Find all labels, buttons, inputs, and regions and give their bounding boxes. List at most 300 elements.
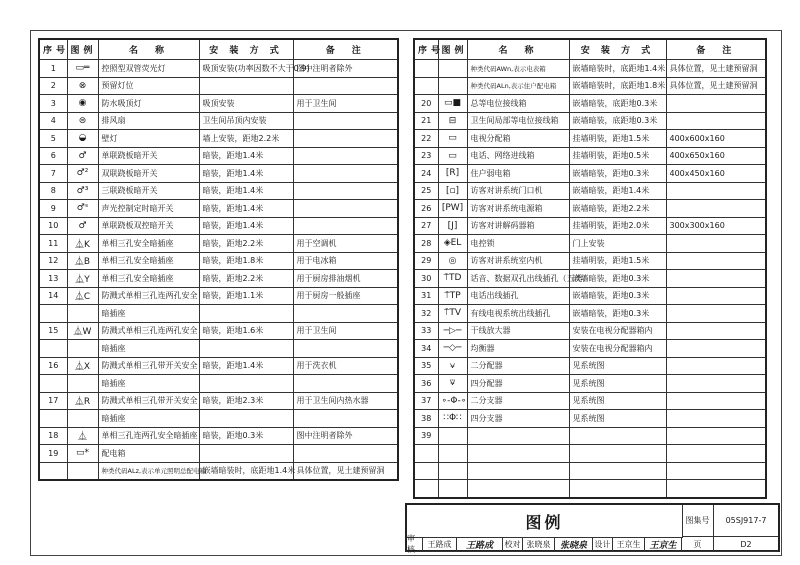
installation-method bbox=[569, 445, 666, 463]
checker-signature: 张晓泉 bbox=[555, 537, 593, 552]
legend-symbol: ⏅Y bbox=[67, 270, 98, 288]
remarks: 400x600x160 bbox=[666, 130, 766, 148]
legend-symbol: ∘-Φ-∘ bbox=[438, 392, 467, 410]
item-name: 干线放大器 bbox=[467, 322, 569, 340]
remarks: 具体位置，见土建预留洞 bbox=[293, 462, 398, 480]
row-number: 1 bbox=[39, 60, 67, 78]
row-number: 30 bbox=[414, 270, 438, 288]
table-row bbox=[39, 270, 398, 288]
installation-method: 嵌墙暗装，距地0.3米 bbox=[569, 270, 666, 288]
table-row bbox=[39, 375, 398, 393]
table-row bbox=[39, 445, 398, 463]
legend-symbol bbox=[438, 60, 467, 78]
table-row bbox=[414, 147, 766, 165]
row-number: 24 bbox=[414, 165, 438, 183]
installation-method: 见系统图 bbox=[569, 410, 666, 428]
row-number: 32 bbox=[414, 305, 438, 323]
item-name: 电控锁 bbox=[467, 235, 569, 253]
remarks: 300x300x160 bbox=[666, 217, 766, 235]
remarks: 用于厨房排油烟机 bbox=[293, 270, 398, 288]
item-name: 四分支器 bbox=[467, 410, 569, 428]
item-name: 单联跷板暗开关 bbox=[98, 147, 199, 165]
legend-symbol: ▭ bbox=[438, 147, 467, 165]
installation-method bbox=[199, 77, 293, 95]
legend-symbol: ⊟ bbox=[438, 112, 467, 130]
row-number: 19 bbox=[39, 445, 67, 463]
item-name: 防溅式单相三孔连两孔安全 bbox=[98, 287, 199, 305]
item-name: 防溅式单相三孔带开关安全 bbox=[98, 392, 199, 410]
row-number: 3 bbox=[39, 95, 67, 113]
legend-symbol: ⍑TV bbox=[438, 305, 467, 323]
table-row bbox=[414, 60, 766, 78]
remarks bbox=[293, 165, 398, 183]
legend-symbol: ♂³ bbox=[67, 182, 98, 200]
item-name: 单联跷板双控暗开关 bbox=[98, 217, 199, 235]
table-row bbox=[39, 392, 398, 410]
installation-method bbox=[569, 462, 666, 480]
table-row bbox=[414, 130, 766, 148]
item-name: 话音、数据双孔出线插孔（五类） bbox=[467, 270, 569, 288]
row-number: 15 bbox=[39, 322, 67, 340]
table-row bbox=[39, 77, 398, 95]
item-name: 配电箱 bbox=[98, 445, 199, 463]
remarks: 用于洗衣机 bbox=[293, 357, 398, 375]
installation-method: 挂墙明装，距地0.5米 bbox=[569, 147, 666, 165]
remarks bbox=[293, 182, 398, 200]
installation-method: 嵌墙暗装，底距地0.3米 bbox=[569, 95, 666, 113]
remarks: 图中注明者除外 bbox=[293, 427, 398, 445]
table-row bbox=[414, 392, 766, 410]
checker: 张晓泉 bbox=[523, 537, 555, 552]
item-name: 访客对讲系统室内机 bbox=[467, 252, 569, 270]
installation-method: 嵌墙暗装，底距地0.3米 bbox=[569, 112, 666, 130]
table-row bbox=[39, 357, 398, 375]
installation-method bbox=[199, 410, 293, 428]
legend-symbol: ◎ bbox=[438, 252, 467, 270]
table-row bbox=[39, 252, 398, 270]
table-row bbox=[39, 165, 398, 183]
legend-symbol bbox=[438, 77, 467, 95]
review-label: 审核 bbox=[407, 537, 423, 552]
row-number bbox=[414, 77, 438, 95]
row-number: 7 bbox=[39, 165, 67, 183]
legend-symbol: ⏅C bbox=[67, 287, 98, 305]
table-row bbox=[414, 252, 766, 270]
table-row bbox=[414, 200, 766, 218]
row-number: 38 bbox=[414, 410, 438, 428]
row-number: 25 bbox=[414, 182, 438, 200]
legend-symbol: ⏅R bbox=[67, 392, 98, 410]
installation-method: 卫生间吊顶内安装 bbox=[199, 112, 293, 130]
legend-symbol: ⊗ bbox=[67, 77, 98, 95]
legend-symbol: ▭═ bbox=[67, 60, 98, 78]
legend-symbol: ─◇─ bbox=[438, 340, 467, 358]
remarks bbox=[666, 287, 766, 305]
remarks: 图中注明者除外 bbox=[293, 60, 398, 78]
row-number: 29 bbox=[414, 252, 438, 270]
installation-method: 嵌墙暗装，距地0.3米 bbox=[569, 165, 666, 183]
installation-method: 墙上安装，距地2.2米 bbox=[199, 130, 293, 148]
item-name: 暗插座 bbox=[98, 375, 199, 393]
reviewer-signature: 王路成 bbox=[457, 537, 503, 552]
remarks: 用于电冰箱 bbox=[293, 252, 398, 270]
remarks: 用于卫生间 bbox=[293, 322, 398, 340]
drawing-title: 图例 bbox=[407, 505, 683, 538]
table-row bbox=[39, 410, 398, 428]
item-name: 双联跷板暗开关 bbox=[98, 165, 199, 183]
legend-symbol: ♂ bbox=[67, 147, 98, 165]
remarks: 用于卫生间内热水器 bbox=[293, 392, 398, 410]
installation-method: 暗装，距地1.4米 bbox=[199, 182, 293, 200]
table-row bbox=[39, 60, 398, 78]
item-name: 访客对讲解码器箱 bbox=[467, 217, 569, 235]
item-name bbox=[467, 427, 569, 445]
installation-method: 暗装，距地1.8米 bbox=[199, 252, 293, 270]
table-row bbox=[414, 77, 766, 95]
design-label: 设计 bbox=[593, 537, 613, 552]
item-name: 排风扇 bbox=[98, 112, 199, 130]
row-number: 2 bbox=[39, 77, 67, 95]
remarks bbox=[666, 375, 766, 393]
column-header: 安 装 方 式 bbox=[199, 39, 293, 60]
table-row bbox=[39, 217, 398, 235]
item-name: 电视分配箱 bbox=[467, 130, 569, 148]
row-number: 14 bbox=[39, 287, 67, 305]
item-name: 种类代码AWn,表示电表箱 bbox=[467, 60, 569, 78]
installation-method: 见系统图 bbox=[569, 357, 666, 375]
remarks bbox=[666, 200, 766, 218]
installation-method: 嵌墙暗装时，底距地1.4米 bbox=[199, 462, 293, 480]
item-name bbox=[467, 480, 569, 498]
remarks bbox=[666, 357, 766, 375]
legend-symbol: ♂ bbox=[67, 217, 98, 235]
legend-symbol: ⏅ bbox=[67, 427, 98, 445]
item-name: 种类代码ALn,表示住户配电箱 bbox=[467, 77, 569, 95]
remarks bbox=[666, 427, 766, 445]
row-number: 17 bbox=[39, 392, 67, 410]
installation-method: 暗装，距地2.2米 bbox=[199, 235, 293, 253]
legend-symbol: ◒ bbox=[67, 130, 98, 148]
table-row bbox=[414, 235, 766, 253]
legend-symbol: [PW] bbox=[438, 200, 467, 218]
remarks bbox=[293, 410, 398, 428]
column-header: 序号 bbox=[414, 39, 438, 60]
table-row bbox=[414, 427, 766, 445]
remarks bbox=[666, 480, 766, 498]
row-number: 10 bbox=[39, 217, 67, 235]
reviewer: 王路成 bbox=[423, 537, 457, 552]
installation-method: 暗装，距地2.3米 bbox=[199, 392, 293, 410]
table-row bbox=[39, 95, 398, 113]
legend-symbol bbox=[67, 305, 98, 323]
installation-method: 挂墙明装，距地1.5米 bbox=[569, 130, 666, 148]
column-header: 名 称 bbox=[98, 39, 199, 60]
legend-symbol: ▭ bbox=[438, 130, 467, 148]
installation-method bbox=[199, 340, 293, 358]
installation-method: 暗装，距地1.4米 bbox=[199, 217, 293, 235]
row-number: 35 bbox=[414, 357, 438, 375]
item-name: 单相三孔连两孔安全暗插座 bbox=[98, 427, 199, 445]
table-row bbox=[414, 480, 766, 498]
remarks bbox=[666, 462, 766, 480]
row-number: 27 bbox=[414, 217, 438, 235]
row-number: 26 bbox=[414, 200, 438, 218]
table-row bbox=[39, 147, 398, 165]
column-header: 图例 bbox=[438, 39, 467, 60]
remarks bbox=[293, 130, 398, 148]
remarks bbox=[293, 375, 398, 393]
remarks bbox=[666, 182, 766, 200]
legend-symbol: ⍑TP bbox=[438, 287, 467, 305]
table-row bbox=[39, 305, 398, 323]
remarks bbox=[666, 340, 766, 358]
item-name: 访客对讲系统门口机 bbox=[467, 182, 569, 200]
item-name: 卫生间局部等电位接线箱 bbox=[467, 112, 569, 130]
table-row bbox=[39, 200, 398, 218]
table-row bbox=[414, 322, 766, 340]
legend-symbol: ⏅W bbox=[67, 322, 98, 340]
table-row bbox=[414, 270, 766, 288]
legend-symbol: ⍱⃛ bbox=[438, 375, 467, 393]
legend-symbol: ♂ˢ bbox=[67, 200, 98, 218]
row-number: 23 bbox=[414, 147, 438, 165]
item-name: 壁灯 bbox=[98, 130, 199, 148]
row-number: 33 bbox=[414, 322, 438, 340]
remarks bbox=[666, 410, 766, 428]
table-row bbox=[414, 462, 766, 480]
row-number bbox=[39, 410, 67, 428]
legend-symbol: ◈EL bbox=[438, 235, 467, 253]
row-number: 13 bbox=[39, 270, 67, 288]
atlas-no: 05SJ917-7 bbox=[714, 505, 778, 537]
legend-symbol bbox=[438, 462, 467, 480]
legend-symbol: ◉ bbox=[67, 95, 98, 113]
item-name bbox=[467, 445, 569, 463]
row-number: 22 bbox=[414, 130, 438, 148]
remarks bbox=[666, 235, 766, 253]
table-row bbox=[414, 165, 766, 183]
installation-method: 暗装，距地1.4米 bbox=[199, 165, 293, 183]
remarks bbox=[293, 217, 398, 235]
legend-symbol: ⏅B bbox=[67, 252, 98, 270]
table-row bbox=[39, 322, 398, 340]
row-number: 34 bbox=[414, 340, 438, 358]
row-number: 28 bbox=[414, 235, 438, 253]
item-name: 种类代码ALz,表示单元照明总配电箱 bbox=[98, 462, 199, 480]
remarks: 用于空调机 bbox=[293, 235, 398, 253]
installation-method: 嵌墙暗装时，底距地1.8米 bbox=[569, 77, 666, 95]
table-row bbox=[39, 340, 398, 358]
item-name: 住户弱电箱 bbox=[467, 165, 569, 183]
row-number bbox=[39, 462, 67, 480]
table-row bbox=[414, 287, 766, 305]
item-name: 访客对讲系统电源箱 bbox=[467, 200, 569, 218]
remarks bbox=[293, 200, 398, 218]
row-number: 8 bbox=[39, 182, 67, 200]
item-name: 暗插座 bbox=[98, 340, 199, 358]
table-row bbox=[414, 112, 766, 130]
row-number: 6 bbox=[39, 147, 67, 165]
installation-method: 嵌墙暗装，距地0.3米 bbox=[569, 305, 666, 323]
table-row bbox=[39, 287, 398, 305]
row-number: 18 bbox=[39, 427, 67, 445]
row-number: 31 bbox=[414, 287, 438, 305]
item-name: 单相三孔安全暗插座 bbox=[98, 235, 199, 253]
table-row bbox=[39, 112, 398, 130]
item-name: 暗插座 bbox=[98, 305, 199, 323]
item-name: 防溅式单相三孔连两孔安全 bbox=[98, 322, 199, 340]
installation-method: 暗装，距地1.1米 bbox=[199, 287, 293, 305]
remarks bbox=[293, 112, 398, 130]
installation-method: 见系统图 bbox=[569, 375, 666, 393]
legend-symbol: ▭■ bbox=[438, 95, 467, 113]
page-no: D2 bbox=[714, 537, 778, 552]
atlas-no-label: 图集号 bbox=[682, 505, 714, 537]
item-name: 暗插座 bbox=[98, 410, 199, 428]
item-name: 声光控制定时暗开关 bbox=[98, 200, 199, 218]
legend-table-left bbox=[38, 38, 399, 481]
installation-method: 嵌墙暗装，距地2.2米 bbox=[569, 200, 666, 218]
table-row bbox=[414, 340, 766, 358]
remarks bbox=[666, 252, 766, 270]
item-name: 有线电视系统出线插孔 bbox=[467, 305, 569, 323]
installation-method: 吸顶安装 bbox=[199, 95, 293, 113]
installation-method bbox=[199, 445, 293, 463]
remarks bbox=[293, 340, 398, 358]
installation-method: 暗装，距地1.6米 bbox=[199, 322, 293, 340]
row-number bbox=[414, 445, 438, 463]
installation-method: 挂墙明装，距地2.0米 bbox=[569, 217, 666, 235]
table-row bbox=[39, 235, 398, 253]
row-number bbox=[39, 305, 67, 323]
remarks bbox=[666, 322, 766, 340]
row-number: 37 bbox=[414, 392, 438, 410]
installation-method: 暗装，距地1.4米 bbox=[199, 357, 293, 375]
column-header: 名 称 bbox=[467, 39, 569, 60]
item-name: 单相三孔安全暗插座 bbox=[98, 270, 199, 288]
table-row bbox=[39, 462, 398, 480]
item-name bbox=[467, 462, 569, 480]
remarks bbox=[293, 445, 398, 463]
remarks bbox=[293, 147, 398, 165]
title-block bbox=[405, 503, 780, 552]
item-name: 防水吸顶灯 bbox=[98, 95, 199, 113]
remarks bbox=[293, 77, 398, 95]
column-header: 备 注 bbox=[293, 39, 398, 60]
remarks: 具体位置，见土建预留洞 bbox=[666, 77, 766, 95]
legend-symbol: ∷Φ∷ bbox=[438, 410, 467, 428]
legend-symbol bbox=[67, 410, 98, 428]
item-name: 防溅式单相三孔带开关安全 bbox=[98, 357, 199, 375]
remarks bbox=[293, 305, 398, 323]
installation-method bbox=[199, 305, 293, 323]
item-name: 二分支器 bbox=[467, 392, 569, 410]
remarks bbox=[666, 270, 766, 288]
table-row bbox=[414, 95, 766, 113]
row-number: 21 bbox=[414, 112, 438, 130]
item-name: 控照型双管荧光灯 bbox=[98, 60, 199, 78]
item-name: 总等电位接线箱 bbox=[467, 95, 569, 113]
remarks: 具体位置，见土建预留洞 bbox=[666, 60, 766, 78]
row-number bbox=[414, 60, 438, 78]
table-row bbox=[414, 305, 766, 323]
legend-symbol: ⊜ bbox=[67, 112, 98, 130]
legend-symbol: ♂² bbox=[67, 165, 98, 183]
installation-method: 嵌墙暗装时，底距地1.4米 bbox=[569, 60, 666, 78]
table-row bbox=[39, 182, 398, 200]
column-header: 安 装 方 式 bbox=[569, 39, 666, 60]
remarks bbox=[666, 305, 766, 323]
legend-symbol: [R] bbox=[438, 165, 467, 183]
row-number: 36 bbox=[414, 375, 438, 393]
column-header: 序号 bbox=[39, 39, 67, 60]
column-header: 备 注 bbox=[666, 39, 766, 60]
installation-method: 嵌墙暗装，距地1.4米 bbox=[569, 182, 666, 200]
legend-symbol: [▫] bbox=[438, 182, 467, 200]
row-number: 5 bbox=[39, 130, 67, 148]
installation-method: 暗装，距地1.4米 bbox=[199, 200, 293, 218]
table-row bbox=[414, 445, 766, 463]
legend-symbol bbox=[438, 445, 467, 463]
installation-method: 吸顶安装(功率因数不大于0.9) bbox=[199, 60, 293, 78]
remarks: 用于卫生间 bbox=[293, 95, 398, 113]
item-name: 均衡器 bbox=[467, 340, 569, 358]
legend-table-right bbox=[413, 38, 767, 499]
row-number bbox=[414, 480, 438, 498]
table-row bbox=[39, 427, 398, 445]
installation-method bbox=[569, 480, 666, 498]
legend-symbol bbox=[438, 480, 467, 498]
row-number bbox=[39, 340, 67, 358]
table-row bbox=[414, 410, 766, 428]
installation-method: 见系统图 bbox=[569, 392, 666, 410]
installation-method: 暗装，距地0.3米 bbox=[199, 427, 293, 445]
legend-symbol: ⏅X bbox=[67, 357, 98, 375]
item-name: 电话出线插孔 bbox=[467, 287, 569, 305]
legend-symbol: ─▷─ bbox=[438, 322, 467, 340]
remarks: 400x450x160 bbox=[666, 165, 766, 183]
item-name: 三联跷板暗开关 bbox=[98, 182, 199, 200]
installation-method: 安装在电视分配器箱内 bbox=[569, 322, 666, 340]
installation-method: 安装在电视分配器箱内 bbox=[569, 340, 666, 358]
remarks bbox=[666, 392, 766, 410]
check-label: 校对 bbox=[503, 537, 523, 552]
legend-symbol: ▭* bbox=[67, 445, 98, 463]
table-row bbox=[414, 375, 766, 393]
row-number bbox=[39, 375, 67, 393]
legend-symbol bbox=[67, 340, 98, 358]
remarks: 用于厨房一般插座 bbox=[293, 287, 398, 305]
item-name: 电话、网络进线箱 bbox=[467, 147, 569, 165]
row-number: 16 bbox=[39, 357, 67, 375]
installation-method: 暗装，距地1.4米 bbox=[199, 147, 293, 165]
item-name: 单相三孔安全暗插座 bbox=[98, 252, 199, 270]
table-row bbox=[414, 217, 766, 235]
legend-symbol bbox=[67, 462, 98, 480]
row-number: 39 bbox=[414, 427, 438, 445]
row-number bbox=[414, 462, 438, 480]
row-number: 4 bbox=[39, 112, 67, 130]
installation-method: 挂墙明装，距地1.5米 bbox=[569, 252, 666, 270]
legend-symbol: ⍱ bbox=[438, 357, 467, 375]
page-label: 页 bbox=[682, 537, 714, 552]
designer-signature: 王京生 bbox=[645, 537, 682, 552]
remarks: 400x650x160 bbox=[666, 147, 766, 165]
row-number: 12 bbox=[39, 252, 67, 270]
remarks bbox=[666, 445, 766, 463]
installation-method: 嵌墙暗装，距地0.3米 bbox=[569, 287, 666, 305]
installation-method: 暗装，距地2.2米 bbox=[199, 270, 293, 288]
